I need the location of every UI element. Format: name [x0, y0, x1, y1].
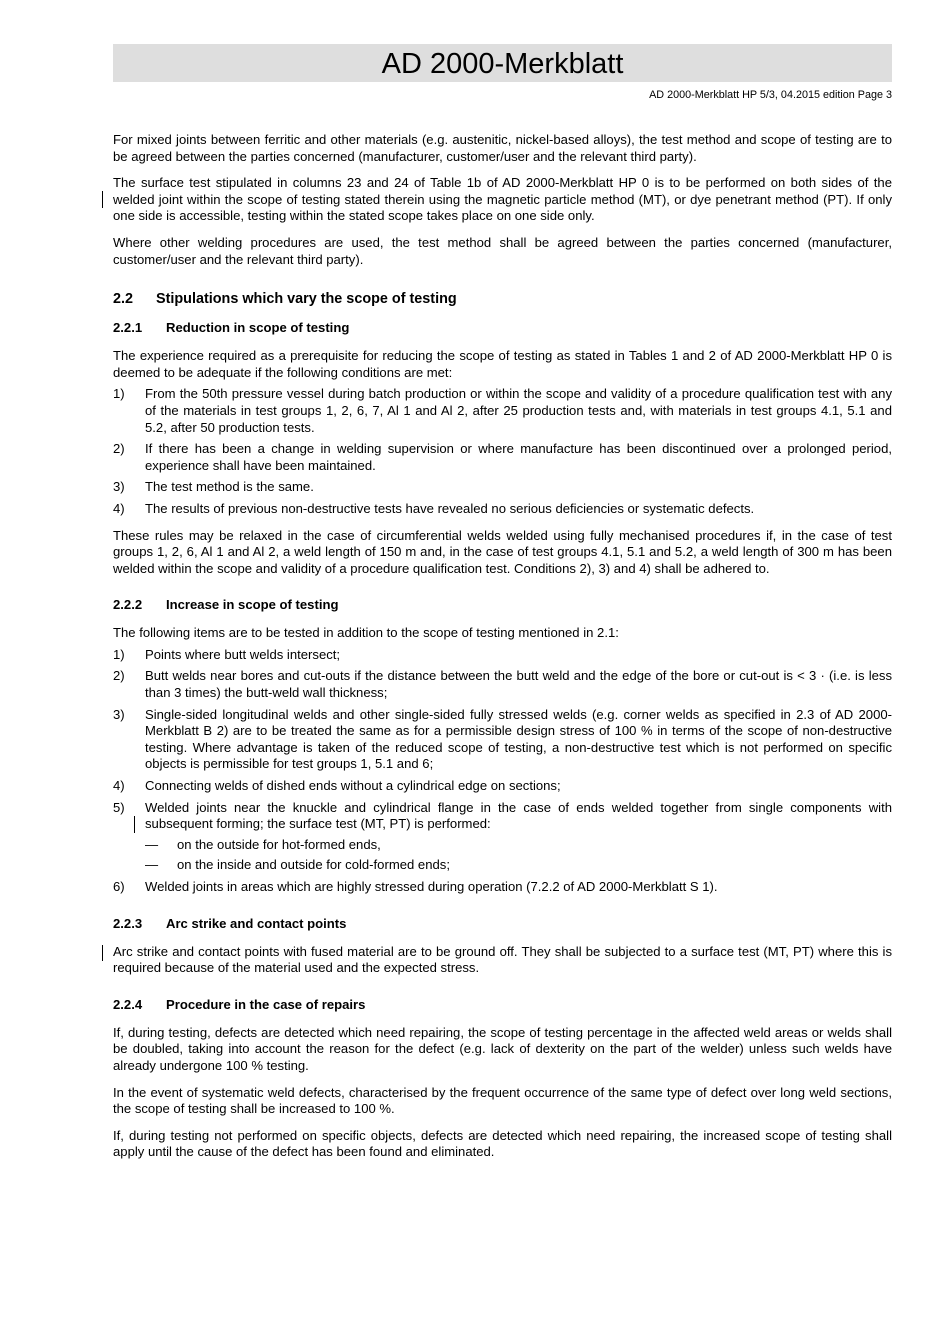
repairs-paragraph-systematic: In the event of systematic weld defects, characterised by the frequent occurrence of the same type of defect over long weld sections, the scope of testing shall be increased to 100 %. — [113, 1084, 892, 1117]
intro-paragraph-mixed-joints: For mixed joints between ferritic and other materials (e.g. austenitic, nickel-based alloys), the test method and scope of testing are to be agreed between the parties concerned (manufacturer, customer/user and the relevant third party). — [113, 132, 892, 164]
section-number: 2.2.1 — [113, 320, 143, 336]
list-item-number: 4) — [113, 778, 125, 794]
reduction-closing-paragraph: These rules may be relaxed in the case of circumferential welds welded using fully mechanised procedures if, in the case of test groups 1, 2, 6, Al 1 and Al 2, a weld length of 150 m and, in the case of test groups 4.1, 5.1 and 5.2, a weld length of 300 m has been welded within the scope and validity of a procedure qualification test. Conditions 2), 3) and 4) shall be adhered to. — [113, 527, 892, 576]
section-title: Increase in scope of testing — [166, 597, 339, 613]
increase-intro-paragraph: The following items are to be tested in addition to the scope of testing mentioned in 2.1: — [113, 625, 619, 641]
section-heading-2-2 — [113, 290, 892, 308]
list-item — [113, 479, 892, 496]
list-item-number: 6) — [113, 879, 125, 894]
list-item-text: The results of previous non-destructive tests have revealed no serious deficiencies or systematic defects. — [145, 500, 755, 516]
list-item — [113, 441, 892, 474]
list-item-number: 1) — [113, 386, 125, 402]
sub-list-item-text: on the inside and outside for cold-formed ends; — [177, 857, 450, 873]
list-item-text: Single-sided longitudinal welds and other single-sided fully stressed welds (e.g. corner welds as specified in 2.3 of AD 2000-Merkblatt B 2) are to be treated the same as for a permissible design stress of 100 % in terms of the scope of non-destructive testing. Where advantage is taken of the reduced scope of testing, a non-destructive test which is not performed on specific objects is permissible for test groups 1, 5.1 and 6; — [145, 706, 892, 772]
list-item — [113, 647, 892, 664]
list-item — [113, 879, 892, 896]
list-item-text: Welded joints near the knuckle and cylindrical flange in the case of ends welded together from single components with subsequent forming; the surface test (MT, PT) is performed: — [145, 799, 892, 832]
repairs-paragraph-doubling: If, during testing, defects are detected which need repairing, the scope of testing percentage in the affected weld areas or welds shall be doubled, taking into account the reason for the defect (e.g. lack of dexterity on the part of the welder) unless such welds have already undergone 100 % testing. — [113, 1024, 892, 1073]
section-number: 2.2.2 — [113, 597, 143, 613]
list-item — [113, 668, 892, 701]
list-item-text: Welded joints in areas which are highly stressed during operation (7.2.2 of AD 2000-Merkblatt S 1). — [145, 879, 718, 894]
list-item — [113, 386, 892, 436]
edition-page-label: AD 2000-Merkblatt HP 5/3, 04.2015 edition Page 3 — [649, 89, 892, 101]
section-number: 2.2.3 — [113, 915, 143, 931]
list-item-number: 3) — [113, 706, 125, 722]
list-item-text: From the 50th pressure vessel during batch production or within the scope and validity of a procedure qualification test with any of the materials in test groups 1, 2, 6, 7, Al 1 and Al 2, after 25 production tests and, with materials in test groups 4.1, 5.1 and 5.2, after 50 production tests. — [145, 386, 892, 435]
list-item — [113, 778, 892, 795]
list-item-text: The test method is the same. — [145, 479, 314, 495]
sub-list-item — [145, 837, 892, 854]
list-item — [113, 501, 892, 518]
list-item-text: Connecting welds of dished ends without a cylindrical edge on sections; — [145, 778, 561, 794]
section-title: Procedure in the case of repairs — [166, 996, 366, 1012]
list-item-number: 2) — [113, 668, 125, 684]
document-body — [113, 132, 892, 1171]
section-number: 2.2 — [113, 291, 134, 308]
arc-strike-paragraph: Arc strike and contact points with fused material are to be ground off. They shall be subjected to a surface test (MT, PT) where this is required because of the material used and the expected stress. — [113, 943, 892, 976]
list-item-number: 3) — [113, 479, 125, 495]
dash-mark: — — [145, 836, 159, 852]
list-item-number: 2) — [113, 441, 125, 457]
reduction-intro-paragraph: The experience required as a prerequisite for reducing the scope of testing as stated in Tables 1 and 2 of AD 2000-Merkblatt HP 0 is deemed to be adequate if the following conditions are met: — [113, 348, 892, 380]
list-item-body — [145, 800, 892, 874]
section-heading-2-2-1 — [113, 320, 892, 336]
sub-list-item — [145, 857, 892, 874]
list-item — [113, 707, 892, 773]
list-item-text: Butt welds near bores and cut-outs if the distance between the butt weld and the edge of the bore or cut-out is < 3 · (i.e. is less than 3 times) the butt-weld wall thickness; — [145, 668, 892, 701]
list-item — [113, 800, 892, 874]
list-item-number: 4) — [113, 500, 125, 516]
repairs-paragraph-non-specific: If, during testing not performed on specific objects, defects are detected which need repairing, the increased scope of testing shall apply until the cause of the defect has been found and eliminated. — [113, 1127, 892, 1160]
section-heading-2-2-3 — [113, 916, 892, 932]
section-title: Reduction in scope of testing — [166, 320, 350, 336]
reduction-conditions-list — [113, 386, 892, 517]
section-title: Stipulations which vary the scope of testing — [156, 291, 457, 308]
intro-paragraph-surface-test: The surface test stipulated in columns 23 and 24 of Table 1b of AD 2000-Merkblatt HP 0 is to be performed on both sides of the welded joint within the scope of testing stated therein using the magnetic particle method (MT), or dye penetrant method (PT). If only one side is accessible, testing within the stated scope takes place on one side only. — [113, 175, 892, 224]
sub-list-item-text: on the outside for hot-formed ends, — [177, 836, 381, 852]
list-item-text: If there has been a change in welding supervision or where manufacture has been discontinued over a prolonged period, experience shall have been maintained. — [145, 441, 892, 473]
list-item-number: 5) — [113, 799, 125, 815]
increase-items-list — [113, 647, 892, 896]
section-heading-2-2-2 — [113, 597, 892, 613]
list-item-text: Points where butt welds intersect; — [145, 646, 341, 662]
section-number: 2.2.4 — [113, 996, 143, 1012]
dash-mark: — — [145, 857, 159, 873]
section-title: Arc strike and contact points — [166, 915, 347, 931]
section-heading-2-2-4 — [113, 997, 892, 1013]
list-item-number: 1) — [113, 646, 125, 662]
document-banner-title: AD 2000-Merkblatt — [113, 44, 892, 82]
intro-paragraph-other-procedures: Where other welding procedures are used, the test method shall be agreed between the parties concerned (manufacturer, customer/user and the relevant third party). — [113, 234, 892, 267]
